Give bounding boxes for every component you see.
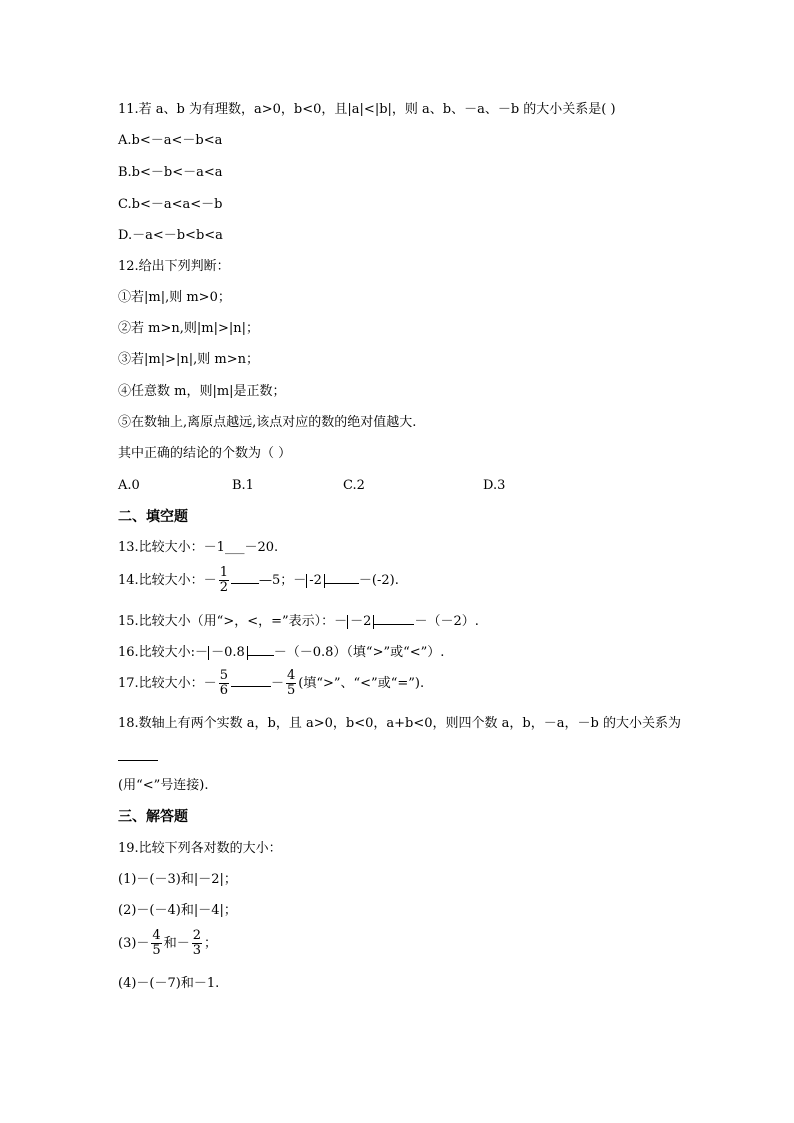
q18-blank-line[interactable] <box>118 748 158 766</box>
q15-abs: －2 <box>347 615 374 629</box>
q17-blank[interactable] <box>231 674 271 687</box>
q18-stem: 18.数轴上有两个实数 a，b，且 a>0，b<0，a+b<0，则四个数 a，b，－a，－b 的大小关系为 <box>118 716 681 731</box>
q16 <box>118 643 444 661</box>
q14-abs: -2 <box>306 574 325 588</box>
q19-p3-mid: 和－ <box>163 936 190 951</box>
q19-part-4: (4)－(－7)和－1. <box>118 976 220 991</box>
q12-stem: 12.给出下列判断： <box>118 259 230 274</box>
q19-p3-frac1-num: 4 <box>152 928 161 943</box>
q12-option-c: C.2 <box>343 478 365 493</box>
q19-p3-tail: ； <box>204 936 218 951</box>
q19-stem: 19.比较下列各对数的大小： <box>118 841 282 856</box>
q16-blank[interactable] <box>248 643 274 656</box>
q12-item-4: ④任意数 m，则|m|是正数； <box>118 384 286 399</box>
q15-prefix: 15.比较大小（用“>，<，=”表示）：－ <box>118 614 348 629</box>
q19-part-3 <box>118 928 217 960</box>
q11-option-b: B.b<－b<－a<a <box>118 165 223 180</box>
q11-option-d: D.－a<－b<b<a <box>118 228 223 243</box>
q11-option-a: A.b<－a<－b<a <box>118 133 223 148</box>
q17-frac2-den: 5 <box>286 683 296 698</box>
q14-mid: —5；－ <box>258 573 307 588</box>
q17-frac1-den: 6 <box>219 683 228 698</box>
q15-tail: －（－2）. <box>414 614 479 629</box>
q17-tail: (填“>”、“<”或“=”). <box>298 676 425 691</box>
q16-prefix: 16.比较大小:－ <box>118 645 209 660</box>
q19-p3-fraction-2 <box>192 929 202 958</box>
q12-item-3: ③若|m|>|n|,则 m>n； <box>118 352 259 367</box>
q14-blank-2[interactable] <box>325 571 359 584</box>
q19-part-2: (2)－(－4)和|－4|； <box>118 903 237 918</box>
q14-blank-1[interactable] <box>231 571 259 584</box>
q17-fraction-2 <box>286 669 296 698</box>
q17 <box>118 668 424 700</box>
q14-frac-num: 1 <box>219 565 228 580</box>
q12-question: 其中正确的结论的个数为（ ） <box>118 446 292 461</box>
q15-blank[interactable] <box>374 612 414 625</box>
q12-option-d: D.3 <box>483 478 506 493</box>
q14 <box>118 566 399 595</box>
q12-option-b: B.1 <box>232 478 254 493</box>
q19-p3-frac2-num: 2 <box>192 928 201 943</box>
q16-tail: －（－0.8）（填“>”或“<”）. <box>273 645 445 660</box>
q19-p3-prefix: (3)－ <box>118 936 150 951</box>
q12-option-a: A.0 <box>118 478 140 493</box>
q17-frac1-num: 5 <box>219 668 228 683</box>
q12-item-2: ②若 m>n,则|m|>|n|； <box>118 321 259 336</box>
q14-frac-den: 2 <box>219 580 228 595</box>
q13: 13.比较大小：－1___－20. <box>118 540 279 555</box>
section-fill-in-title: 二、填空题 <box>118 509 188 525</box>
q11-option-c: C.b<－a<a<－b <box>118 197 223 212</box>
q14-tail: －(-2). <box>358 573 399 588</box>
q19-p3-fraction-1 <box>151 929 161 958</box>
q12-item-1: ①若|m|,则 m>0； <box>118 290 231 305</box>
q14-prefix: 14.比较大小：－ <box>118 573 217 588</box>
q18-blank[interactable] <box>118 748 158 761</box>
q17-fraction-1 <box>219 669 229 698</box>
q15 <box>118 612 479 630</box>
q19-part-1: (1)－(－3)和|－2|； <box>118 872 237 887</box>
q19-p3-frac1-den: 5 <box>152 943 161 958</box>
q12-item-5: ⑤在数轴上,离原点越远,该点对应的数的绝对值越大. <box>118 415 417 430</box>
q11-stem: 11.若 a、b 为有理数，a>0，b<0，且|a|<|b|，则 a、b、－a、－b 的大小关系是( ) <box>118 102 616 117</box>
q17-mid: － <box>270 676 284 691</box>
q17-frac2-num: 4 <box>286 668 296 683</box>
q17-prefix: 17.比较大小：－ <box>118 676 217 691</box>
q16-abs: －0.8 <box>208 646 248 660</box>
q18-note: (用“<”号连接). <box>118 778 209 793</box>
section-answer-title: 三、解答题 <box>118 809 188 825</box>
q14-fraction <box>219 566 229 595</box>
q19-p3-frac2-den: 3 <box>192 943 201 958</box>
